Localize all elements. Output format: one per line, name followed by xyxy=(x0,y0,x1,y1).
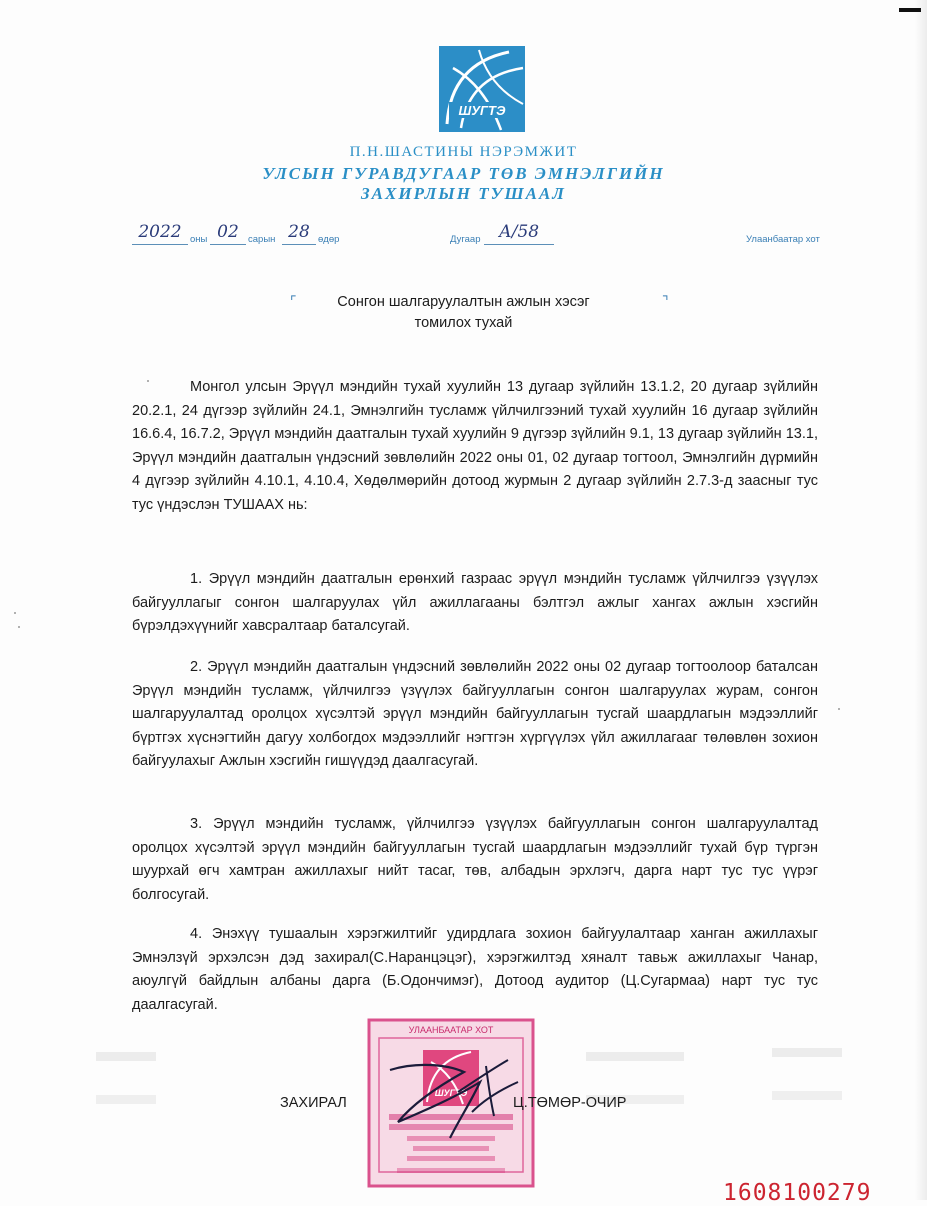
date-line xyxy=(0,222,927,252)
scan-speck xyxy=(14,612,16,614)
month-label: сарын xyxy=(248,234,276,245)
serial-number: 1608100279 xyxy=(723,1180,872,1206)
order-item-text: 3. Эрүүл мэндийн тусламж, үйлчилгээ үзүүлэх байгууллагын сонгон шалгаруулалтад оролцох хүсэлтэй эрүүл мэндийн байгууллагын тусгай шаардлагын мэдээллийг тухай бүр түргэн шуурхай өгч хамтран ажиллахыг нийт тасаг, төв, албадын эрхлэгч, дарга нарт тус тус үүрэг болгосугай. xyxy=(132,816,818,903)
scan-speck xyxy=(838,708,840,710)
logo-text: ШУГТЭ xyxy=(458,103,506,118)
hospital-logo xyxy=(439,46,525,132)
director-title: ЗАХИРАЛ xyxy=(280,1095,347,1111)
order-item-2 xyxy=(132,656,818,774)
subject-line-1: Сонгон шалгаруулалтын ажлын хэсэг xyxy=(337,294,590,310)
bleed-through xyxy=(96,1052,156,1104)
subject-bracket-right: ⌝ xyxy=(662,293,669,309)
order-item-text: 2. Эрүүл мэндийн даатгалын үндэсний зөвлөлийн 2022 оны 02 дугаар тогтоолоор баталсан Эрүүл мэндийн тусламж, үйлчилгээ үзүүлэх байгууллагын сонгон шалгаруулах журам, сонгон шалгаруулалтад оролцох хүсэлтэй эрүүл мэндийн байгууллагын тусгай шаардлагын мэдээллийг бүртгэх хүснэгтийн дагуу холбогдох мэдээллийг нэгтгэн хүргүүлэх үйл ажиллагааг төлөвлөн зохион байгуулахыг Ажлын хэсгийн гишүүдэд даалгасугай. xyxy=(132,659,818,769)
day-label: өдөр xyxy=(318,234,340,245)
scan-speck xyxy=(18,626,20,628)
order-item-1 xyxy=(132,568,818,639)
subject-line-2: томилох тухай xyxy=(414,315,513,331)
stamp-inner-text: ШУГТЭ xyxy=(434,1088,468,1098)
preamble-text: Монгол улсын Эрүүл мэндийн тухай хуулийн 13 дугаар зүйлийн 13.1.2, 20 дугаар зүйлийн 20.2.1, 24 дүгээр зүйлийн 24.1, Эмнэлгийн тусламж үйлчилгээний тухай хуулийн 16 дугаар зүйлийн 16.6.4, 16.7.2, Эрүүл мэндийн даатгалын тухай хуулийн 9 дүгээр зүйлийн 9.1, 13 дугаар зүйлийн 13.1, Эрүүл мэндийн даатгалын үндэсний зөвлөлийн 2022 оны 01, 02 дугаар тогтоол, Эмнэлгийн дүрмийн 4 дүгээр зүйлийн 4.10.1, 4.10.4, Хөдөлмөрийн дотоод журмын 2 дугаар зүйлийн 2.7.3-д заасныг тус тус үндэслэн ТУШААХ нь: xyxy=(132,379,818,513)
preamble-paragraph xyxy=(132,376,818,517)
subject xyxy=(0,292,927,334)
order-item-4 xyxy=(132,923,818,1017)
director-name: Ц.ТӨМӨР-ОЧИР xyxy=(513,1095,627,1111)
date-day: 28 xyxy=(282,222,316,245)
order-number: А/58 xyxy=(484,222,554,245)
year-label: оны xyxy=(190,234,208,245)
order-item-text: 1. Эрүүл мэндийн даатгалын ерөнхий газраас эрүүл мэндийн тусламж үйлчилгээ үзүүлэх байгууллагыг сонгон шалгаруулах үйл ажиллагааны бэлтгэл ажлыг хангах ажлын хэсгийн бүрэлдэхүүнийг хавсралтаар баталсугай. xyxy=(132,571,818,634)
order-item-text: 4. Энэхүү тушаалын хэрэгжилтийг удирдлага зохион байгуулалтаар ханган ажиллахыг Эмнэлзүй эрхэлсэн дэд захирал(С.Наранцэцэг), хэрэгжилтэд хяналт тавьж ажиллахыг Чанар, аюулгүй байдлын албаны дарга (Б.Одончимэг), Дотоод аудитор (Ц.Сугармаа) нарт тус тус даалгасугай. xyxy=(132,926,818,1013)
corner-mark xyxy=(899,8,921,12)
subject-bracket-left: ⌜ xyxy=(290,293,297,309)
bleed-through xyxy=(772,1048,842,1100)
header-line-2: УЛСЫН ГУРАВДУГААР ТӨВ ЭМНЭЛГИЙН xyxy=(262,164,665,183)
stamp-top-text: УЛААНБААТАР ХОТ xyxy=(408,1025,494,1035)
header-line-1: П.Н.ШАСТИНЫ НЭРЭМЖИТ xyxy=(349,144,578,160)
director-signature xyxy=(376,1052,526,1142)
number-label: Дугаар xyxy=(450,234,481,245)
order-item-3 xyxy=(132,813,818,907)
header-line-3: ЗАХИРЛЫН ТУШААЛ xyxy=(361,184,566,203)
date-year: 2022 xyxy=(132,222,188,245)
date-month: 02 xyxy=(210,222,246,245)
city: Улаанбаатар хот xyxy=(746,234,820,245)
